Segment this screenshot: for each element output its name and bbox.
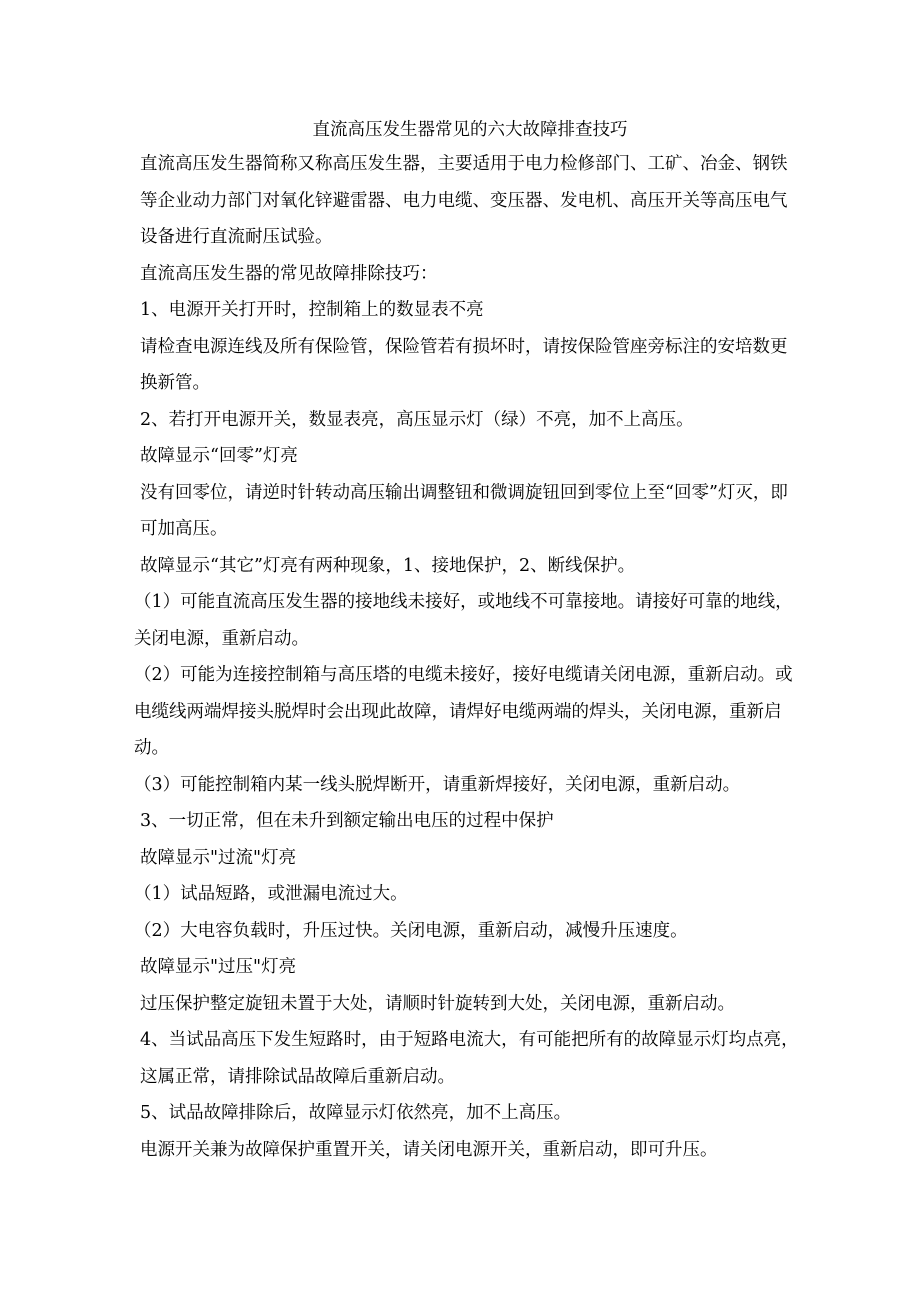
paragraph-intro: 直流高压发生器简称又称高压发生器，主要适用于电力检修部门、工矿、冶金、钢铁等企业动力部门对氧化锌避雷器、电力电缆、变压器、发电机、高压开关等高压电气设备进行直流耐压试验。 (140, 154, 788, 247)
fault-2-case-3: （3）可能控制箱内某一线头脱焊断开，请重新焊接好，关闭电源，重新启动。 (134, 774, 741, 795)
fault-2-indicator-other: 故障显示“其它”灯亮有两种现象，1、接地保护，2、断线保护。 (140, 555, 636, 576)
fault-2-case-1: （1）可能直流高压发生器的接地线未接好，或地线不可靠接地。请接好可靠的地线，关闭电源，重新启动。 (134, 592, 793, 649)
fault-5-heading: 5、试品故障排除后，故障显示灯依然亮，加不上高压。 (140, 1103, 572, 1123)
fault-3-overvoltage-solution: 过压保护整定旋钮未置于大处，请顺时针旋转到大处，关闭电源，重新启动。 (140, 993, 735, 1014)
fault-5-solution: 电源开关兼为故障保护重置开关，请关闭电源开关，重新启动，即可升压。 (140, 1139, 718, 1160)
fault-3-heading: 3、一切正常，但在未升到额定输出电压的过程中保护 (140, 811, 554, 831)
document-body (134, 114, 800, 1168)
fault-2-heading: 2、若打开电源开关，数显表亮，高压显示灯（绿）不亮，加不上高压。 (140, 409, 694, 430)
fault-3-overcurrent-case-1: （1）试品短路，或泄漏电流过大。 (134, 884, 408, 904)
fault-2-case-2: （2）可能为连接控制箱与高压塔的电缆未接好，接好电缆请关闭电源，重新启动。或电缆线两端焊接头脱焊时会出现此故障，请焊好电缆两端的焊头，关闭电源，重新启动。 (134, 665, 793, 758)
fault-4-heading: 4、当试品高压下发生短路时，由于短路电流大，有可能把所有的故障显示灯均点亮，这属正常，请排除试品故障后重新启动。 (140, 1030, 799, 1087)
fault-1-solution: 请检查电源连线及所有保险管，保险管若有损坏时，请按保险管座旁标注的安培数更换新管。 (140, 336, 788, 393)
fault-1-heading: 1、电源开关打开时，控制箱上的数显表不亮 (140, 300, 484, 320)
fault-3-indicator-overvoltage: 故障显示"过压"灯亮 (140, 957, 297, 977)
fault-3-indicator-overcurrent: 故障显示"过流"灯亮 (140, 847, 297, 868)
paragraph-section-heading: 直流高压发生器的常见故障排除技巧： (140, 263, 438, 284)
fault-3-overcurrent-case-2: （2）大电容负载时，升压过快。关闭电源，重新启动，减慢升压速度。 (134, 920, 688, 941)
fault-2-indicator-return-zero: 故障显示“回零”灯亮 (140, 446, 298, 466)
fault-2-return-zero-solution: 没有回零位，请逆时针转动高压输出调整钮和微调旋钮回到零位上至“回零”灯灭，即可加高压。 (140, 482, 788, 539)
document-title: 直流高压发生器常见的六大故障排查技巧 (312, 120, 628, 140)
